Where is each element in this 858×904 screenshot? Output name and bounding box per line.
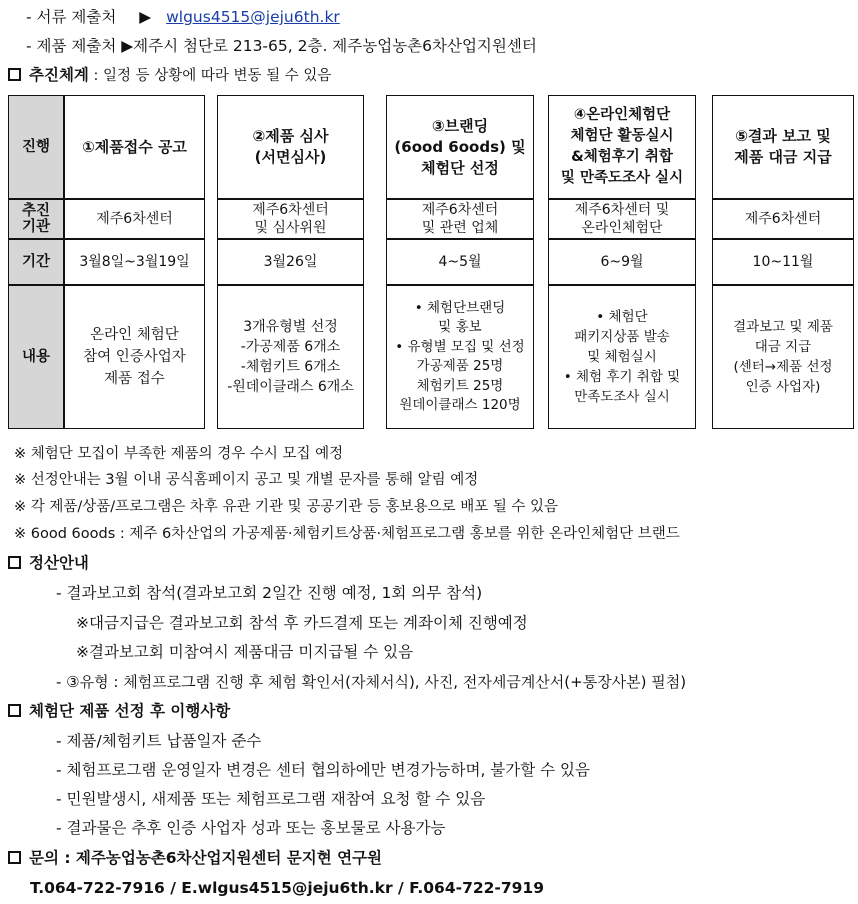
stage-cell: ①제품접수 공고 [64,95,205,199]
column-2 [217,95,364,429]
column-4 [548,95,696,429]
checkbox-square-icon [8,851,21,864]
agency-cell: 제주6차센터 및 관련 업체 [386,199,534,239]
contact-line: T.064-722-7916 / E.wlgus4515@jeju6th.kr / F.064-722-7919 [30,879,544,897]
agency-cell: 제주6차센터 [712,199,854,239]
period-cell: 3월26일 [217,239,364,285]
row-label-period: 기간 [8,239,64,285]
note-3: ※ 각 제품/상품/프로그램은 차후 유관 기관 및 공공기관 등 홍보용으로 배포 될 수 있음 [14,499,559,515]
obligation-line-3: - 민원발생시, 새제품 또는 체험프로그램 재참여 요청 할 수 있음 [56,790,486,808]
period-cell: 6~9월 [548,239,696,285]
obligation-line-1: - 제품/체험키트 납품일자 준수 [56,732,262,750]
product-submission-line: - 제품 제출처 ▶제주시 첨단로 213-65, 2층. 제주농업농촌6차산업지원센터 [26,37,537,55]
column-1 [64,95,205,429]
stage-cell: ③브랜딩 (6ood 6oods) 및 체험단 선정 [386,95,534,199]
row-label-content: 내용 [8,285,64,429]
settlement-line-1: - 결과보고회 참석(결과보고회 2일간 진행 예정, 1회 의무 참석) [56,584,483,602]
column-5 [712,95,854,429]
settlement-heading: 정산안내 [8,552,89,574]
doc-submission-line: - 서류 제출처 ▶ wlgus4515@jeju6th.kr [26,8,340,26]
content-cell: • 체험단브랜딩 및 홍보 • 유형별 모집 및 선정 가공제품 25명 체험키트 25명 원데이클래스 120명 [386,285,534,429]
settlement-line-2: ※대금지급은 결과보고회 참석 후 카드결제 또는 계좌이체 진행예정 [76,614,528,632]
period-cell: 10~11월 [712,239,854,285]
settlement-line-3: ※결과보고회 미참여시 제품대금 미지급될 수 있음 [76,643,414,661]
doc-email-link[interactable]: wlgus4515@jeju6th.kr [166,8,340,26]
content-cell: 3개유형별 선정 -가공제품 6개소 -체험키트 6개소 -원데이클래스 6개소 [217,285,364,429]
note-1: ※ 체험단 모집이 부족한 제품의 경우 수시 모집 예정 [14,446,344,462]
stage-cell: ④온라인체험단 체험단 활동실시 &체험후기 취합 및 만족도조사 실시 [548,95,696,199]
content-cell: 온라인 체험단 참여 인증사업자 제품 접수 [64,285,205,429]
row-label-agency: 추진 기관 [8,199,64,239]
note-2: ※ 선정안내는 3월 이내 공식홈페이지 공고 및 개별 문자를 통해 알림 예정 [14,472,479,488]
contact-heading: 문의 : 제주농업농촌6차산업지원센터 문지현 연구원 [8,847,382,869]
agency-cell: 제주6차센터 및 온라인체험단 [548,199,696,239]
checkbox-square-icon [8,68,21,81]
column-3 [386,95,534,429]
period-cell: 4~5월 [386,239,534,285]
obligation-line-4: - 결과물은 추후 인증 사업자 성과 또는 홍보물로 사용가능 [56,819,446,837]
content-cell: • 체험단 패키지상품 발송 및 체험실시 • 체험 후기 취합 및 만족도조사 실시 [548,285,696,429]
obligations-heading: 체험단 제품 선정 후 이행사항 [8,700,230,722]
checkbox-square-icon [8,704,21,717]
stage-cell: ⑤결과 보고 및 제품 대금 지급 [712,95,854,199]
row-label-stage: 진행 [8,95,64,199]
system-heading: 추진체계 : 일정 등 상황에 따라 변동 될 수 있음 [8,64,331,87]
note-4: ※ 6ood 6oods : 제주 6차산업의 가공제품·체험키트상품·체험프로그램 홍보를 위한 온라인체험단 브랜드 [14,526,680,542]
content-cell: 결과보고 및 제품 대금 지급 (센터→제품 선정 인증 사업자) [712,285,854,429]
stage-cell: ②제품 심사 (서면심사) [217,95,364,199]
checkbox-square-icon [8,556,21,569]
period-cell: 3월8일~3월19일 [64,239,205,285]
agency-cell: 제주6차센터 [64,199,205,239]
arrow-icon: ▶ [139,8,152,26]
agency-cell: 제주6차센터 및 심사위원 [217,199,364,239]
settlement-line-4: - ③유형 : 체험프로그램 진행 후 체험 확인서(자체서식), 사진, 전자세금계산서(+통장사본) 필첨) [56,673,687,691]
obligation-line-2: - 체험프로그램 운영일자 변경은 센터 협의하에만 변경가능하며, 불가할 수 있음 [56,761,591,779]
